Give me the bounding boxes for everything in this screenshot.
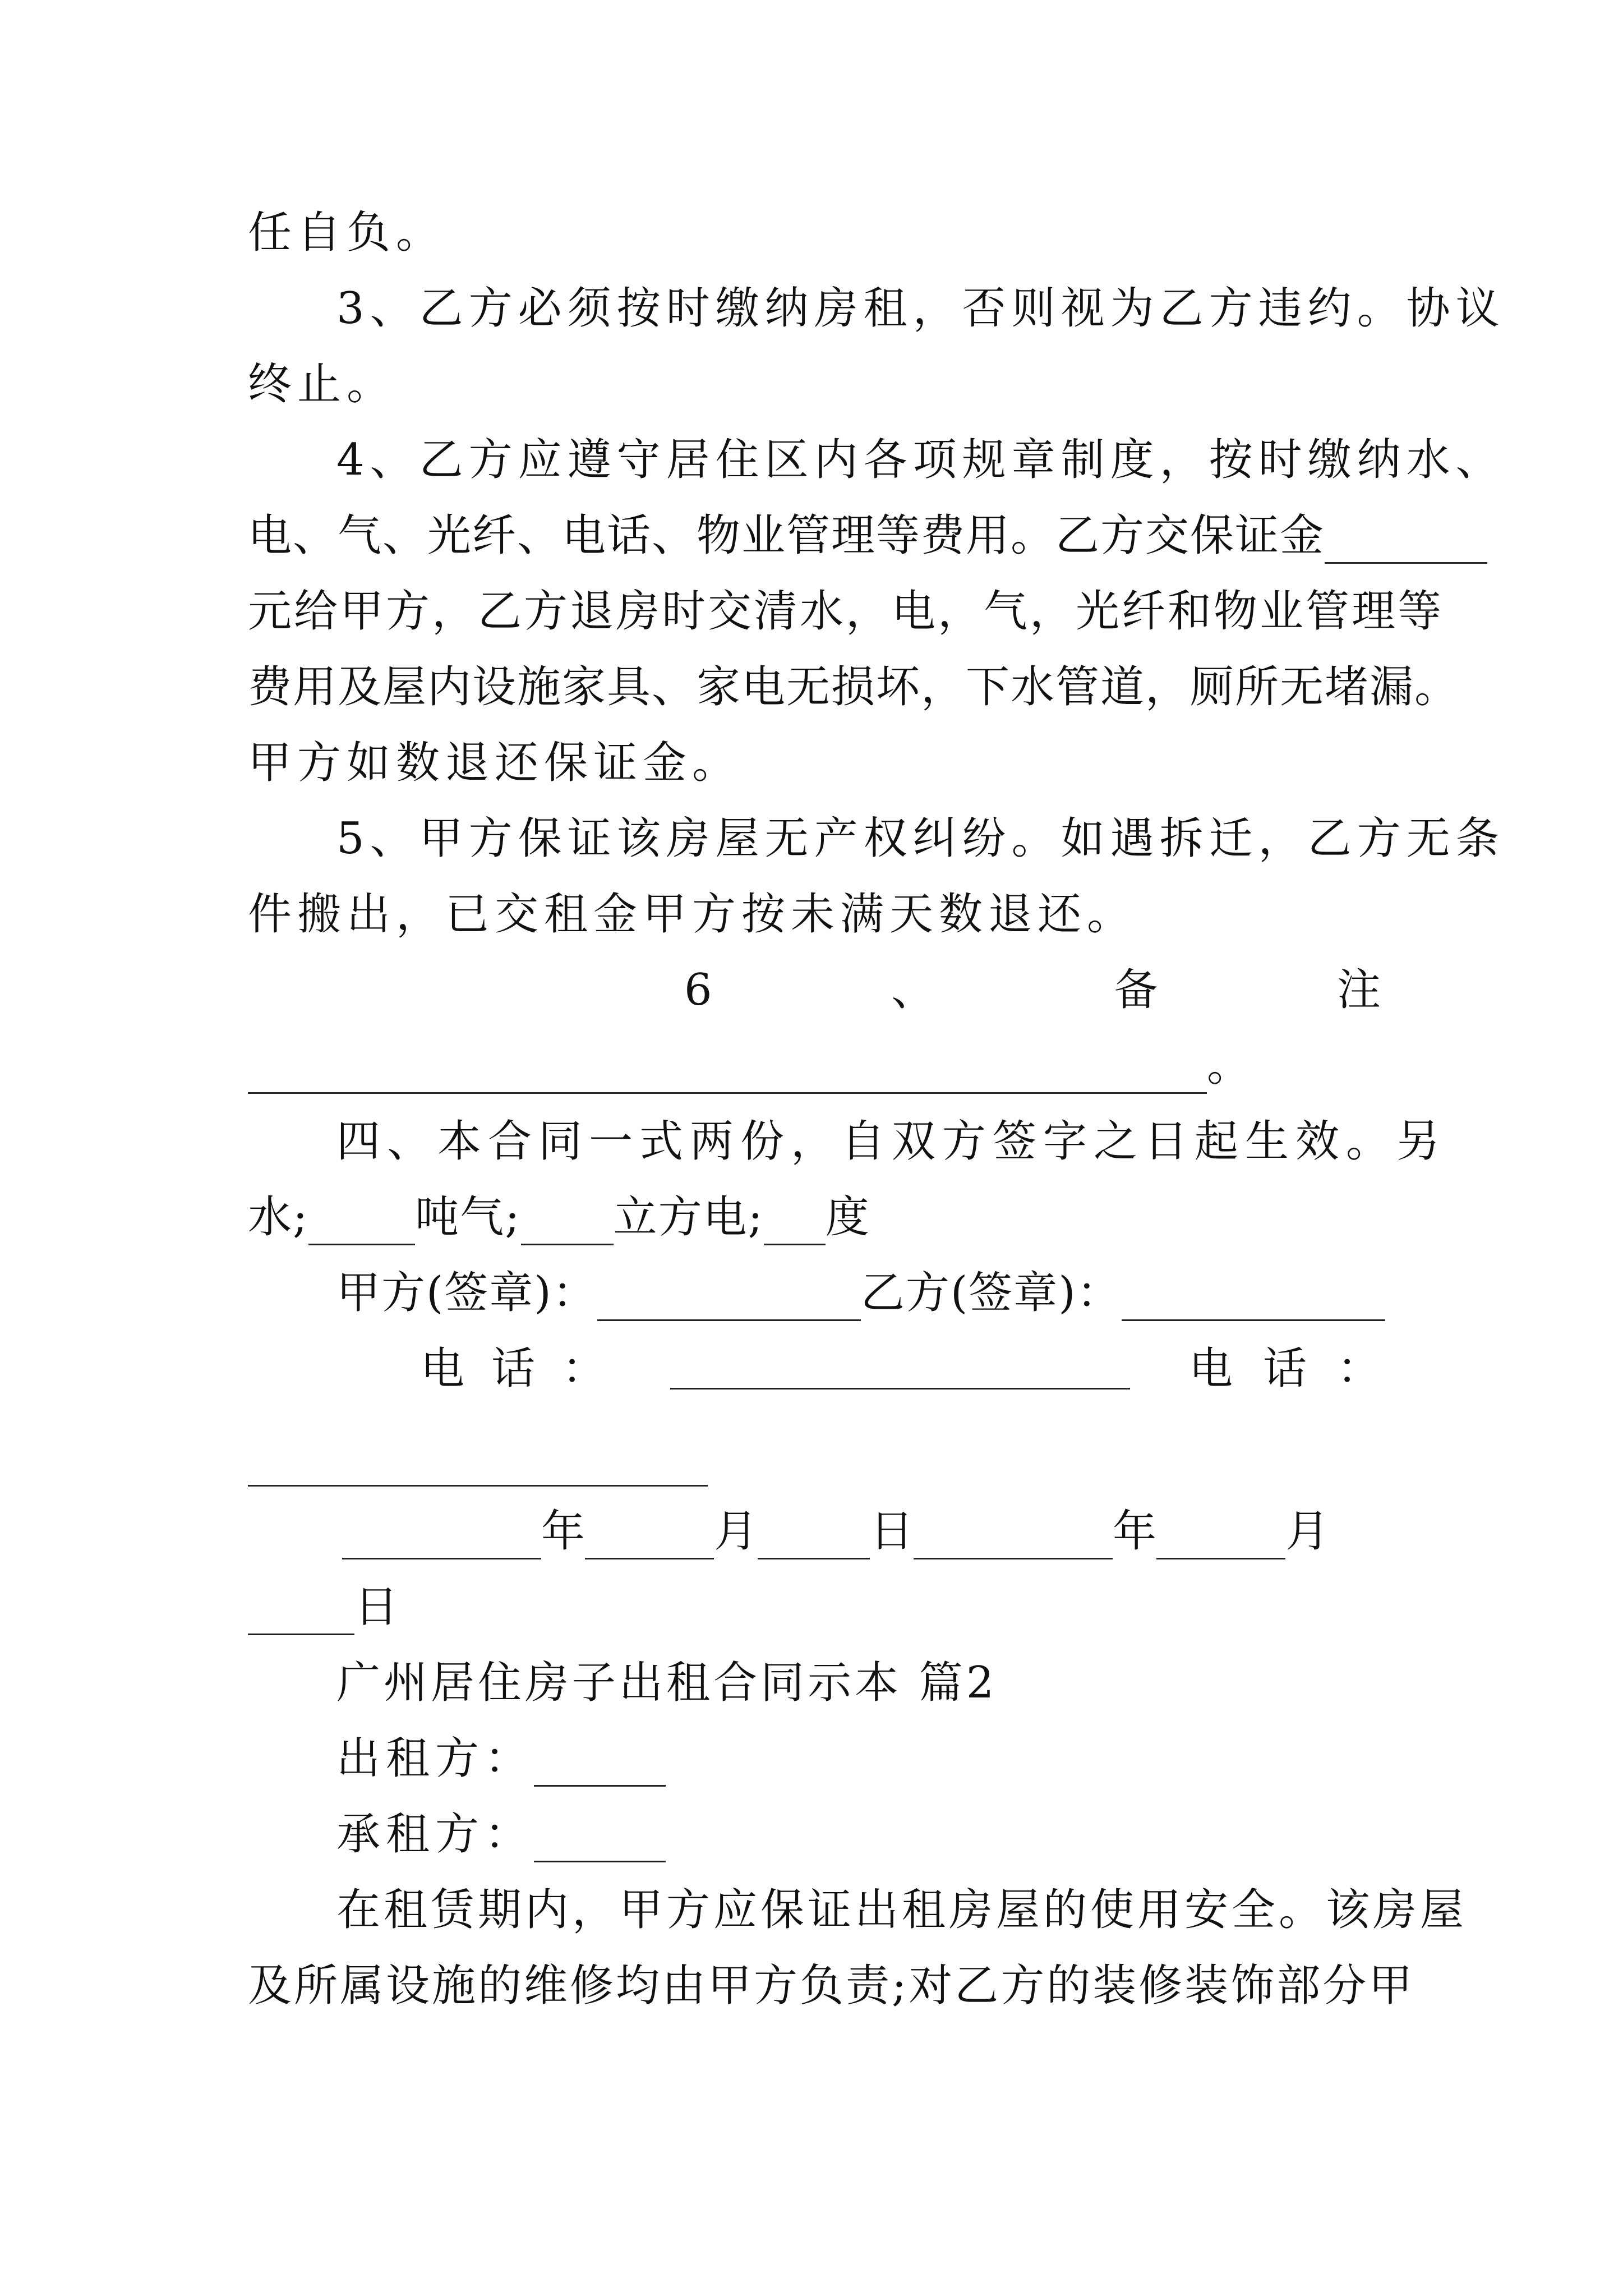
date-line: 年 月 日 年 月 [342,1503,1381,1559]
telephone-line [421,1341,1381,1397]
clause-four: 四、本合同一式两份，自双方签字之日起生效。另 [336,1116,1447,1167]
lessor-blank [534,1743,666,1787]
text-line: 费用及屋内设施家具、家电无损坏，下水管道，厕所无堵漏。 [248,662,1460,712]
gas-blank [521,1202,614,1245]
lessee-line: 承租方： [336,1806,1381,1862]
tel-a-blank [670,1349,1130,1389]
text-line: 甲方如数退还保证金。 [248,738,742,788]
signature-line: 甲方(签章)： 乙方(签章)： [336,1265,1381,1321]
remark-blank [248,1051,1207,1094]
date-blank [914,1516,1113,1559]
text-line: 终止。 [248,359,396,409]
date-blank [1156,1516,1285,1559]
tel-b-blank [248,1440,708,1487]
electricity-blank [764,1202,826,1245]
clause-4: 4、乙方应遵守居住区内各项规章制度，按时缴纳水、 [336,435,1505,485]
text-line: 元给甲方，乙方退房时交清水，电，气，光纤和物业管理等 [248,586,1444,637]
date-blank [585,1516,714,1559]
date-blank [342,1516,541,1559]
tel-b-line [248,1430,1381,1481]
water-blank [308,1202,415,1245]
date-blank [758,1516,870,1559]
date-blank [248,1592,354,1635]
deposit-blank [1325,521,1487,564]
lessor-line: 出租方： [336,1731,1381,1787]
text-line: 电、气、光纤、电话、物业管理等费用。乙方交保证金 [248,508,1381,564]
party-a-sign-blank [597,1278,861,1321]
clause-5: 5、甲方保证该房屋无产权纠纷。如遇拆迁，乙方无条 [336,813,1505,864]
section-heading: 广州居住房子出租合同示本 篇2 [336,1658,998,1708]
text-line: 在租赁期内，甲方应保证出租房屋的使用安全。该房屋 [336,1885,1468,1935]
text-line: 及所属设施的维修均由甲方负责;对乙方的装修装饰部分甲 [248,1961,1415,2011]
meter-line: 水; 吨气; 立方电; 度 [248,1189,1381,1245]
remark-line: 6 、 备 注 [684,965,1381,1015]
tel-label-a: 电 话 ： [421,1343,606,1394]
tel-label-b: 电 话 ： [1189,1343,1381,1394]
clause-3: 3、乙方必须按时缴纳房租，否则视为乙方违约。协议 [336,283,1505,334]
remark-blank-line: 。 [248,1038,1381,1094]
date-end-line: 日 [248,1579,1381,1635]
text-line: 件搬出，已交租金甲方按未满天数退还。 [248,889,1137,940]
party-b-sign-blank [1122,1278,1385,1321]
text-line: 任自负。 [248,208,446,258]
lessee-blank [534,1819,666,1862]
